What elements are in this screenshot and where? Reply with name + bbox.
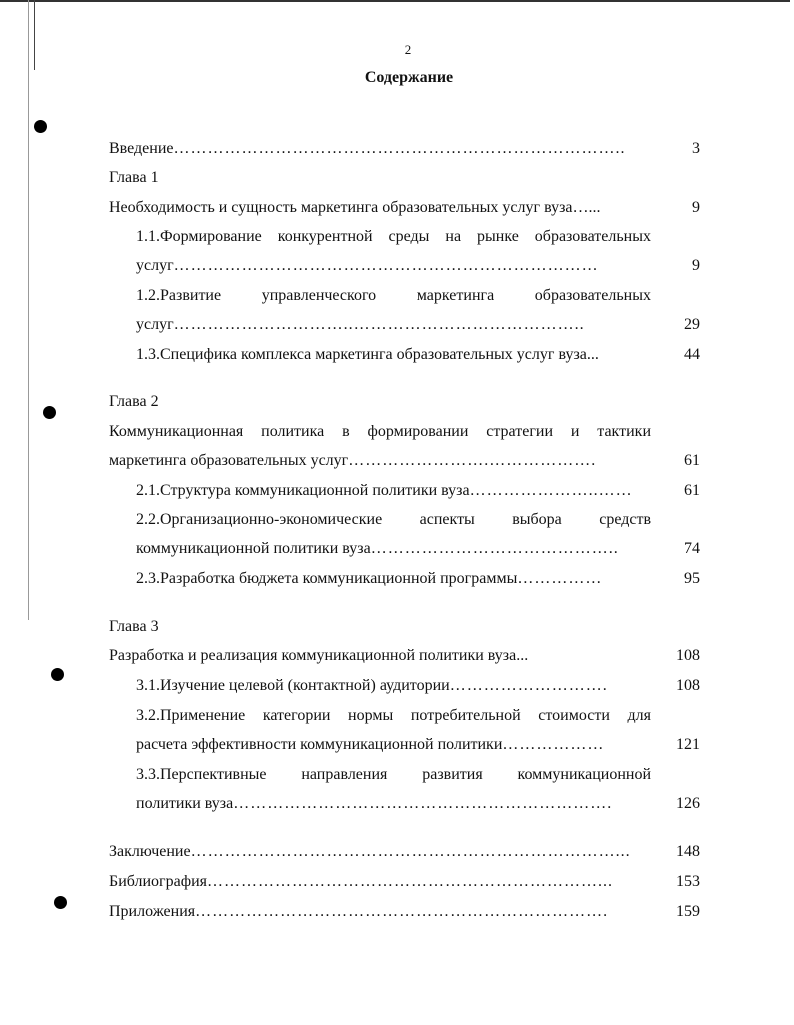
toc-page-chapter-3: 108 — [676, 647, 700, 664]
toc-entry-1-1-line-1: 1.1.Формирование конкурентной среды на рынке образовательных — [136, 228, 651, 245]
toc-entry-1-3: 1.3.Специфика комплекса маркетинга образовательных услуг вуза... — [136, 346, 599, 363]
chapter-3-heading: Глава 3 — [109, 618, 159, 635]
toc-page-3-1: 108 — [676, 677, 700, 694]
toc-entry-2-2-line-2: коммуникационной политики вуза …………………………………….. — [136, 540, 619, 557]
toc-page-appendix: 159 — [676, 903, 700, 920]
toc-page-3-2: 121 — [676, 736, 700, 753]
toc-entry-3-3-line-1: 3.3.Перспективные направления развития коммуникационной — [136, 766, 651, 783]
toc-entry-3-2-line-1: 3.2.Применение категории нормы потребительной стоимости для — [136, 707, 651, 724]
toc-page-1-1: 9 — [692, 257, 700, 274]
toc-page-intro: 3 — [692, 140, 700, 157]
toc-page-chapter-1: 9 — [692, 199, 700, 216]
toc-entry-chapter-3: Разработка и реализация коммуникационной политики вуза... — [109, 647, 529, 664]
toc-entry-intro: Введение …………………………………………………………………….. — [109, 140, 626, 157]
toc-entry-chapter-2-line-1: Коммуникационная политика в формировании стратегии и тактики — [109, 423, 651, 440]
toc-entry-appendix: Приложения ………………………………………………………………. — [109, 903, 609, 920]
toc-entry-3-2-line-2: расчета эффективности коммуникационной политики ……………… — [136, 736, 605, 753]
toc-entry-3-1: 3.1.Изучение целевой (контактной) аудитории ………………………. — [136, 677, 608, 694]
toc-page-conclusion: 148 — [676, 843, 700, 860]
page-number: 2 — [404, 42, 412, 57]
toc-entry-1-2-line-2: услуг …………………………..………………………………….. — [136, 316, 585, 333]
toc-entry-3-3-line-2: политики вуза …………………………………………………………. — [136, 795, 613, 812]
toc-page-1-2: 29 — [684, 316, 700, 333]
toc-entry-bibliography: Библиография ……………………………………………………………... — [109, 873, 613, 890]
toc-entry-chapter-2-line-2: маркетинга образовательных услуг …………………….………………. — [109, 452, 597, 469]
chapter-2-heading: Глава 2 — [109, 393, 159, 410]
toc-page-chapter-2: 61 — [684, 452, 700, 469]
toc-entry-conclusion: Заключение …………………………………………………………………... — [109, 843, 631, 860]
toc-page-1-3: 44 — [684, 346, 700, 363]
toc-page-2-1: 61 — [684, 482, 700, 499]
toc-page-bibliography: 153 — [676, 873, 700, 890]
toc-page-2-2: 74 — [684, 540, 700, 557]
toc-entry-2-2-line-1: 2.2.Организационно-экономические аспекты выбора средств — [136, 511, 651, 528]
toc-entry-chapter-1: Необходимость и сущность маркетинга образовательных услуг вуза…... — [109, 199, 601, 216]
chapter-1-heading: Глава 1 — [109, 169, 159, 186]
toc-entry-1-1-line-2: услуг ………………………………………………………………… — [136, 257, 599, 274]
toc-page-2-3: 95 — [684, 570, 700, 587]
toc-entry-2-1: 2.1.Структура коммуникационной политики вуза …………………..…… — [136, 482, 633, 499]
toc-entry-2-3: 2.3.Разработка бюджета коммуникационной программы …………… — [136, 570, 603, 587]
page-title: Содержание — [364, 69, 454, 86]
toc-page-3-3: 126 — [676, 795, 700, 812]
toc-entry-1-2-line-1: 1.2.Развитие управленческого маркетинга образовательных — [136, 287, 651, 304]
